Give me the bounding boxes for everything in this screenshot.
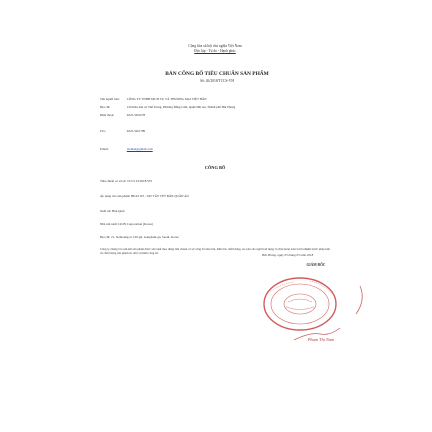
national-slogan: Độc lập - Tự do - Hạnh phúc [194, 49, 236, 53]
standard-number: Tiêu chuẩn cơ sở số: TCCS 23:2018/VH [100, 179, 152, 183]
signer-title: GIÁM ĐỐC [306, 263, 326, 267]
company-name-value: CÔNG TY TNHH DỊCH VỤ VÀ THƯƠNG MẠI VIỆT HÂN [126, 97, 207, 101]
document-title: BẢN CÔNG BỐ TIÊU CHUẨN SẢN PHẨM [165, 71, 269, 77]
company-fax-row [100, 129, 145, 133]
product-name: Áp dụng cho sản phẩm: BEAT OT - XỊT TẨY VẾT BẨN QUẦN ÁO [100, 194, 189, 198]
email-link[interactable]: viethan@gmail.com [126, 147, 153, 151]
national-header [150, 44, 280, 54]
manufacturer: Nhà sản xuất: LION Corporation (Korea) [100, 222, 153, 226]
section-title: CÔNG BỐ [204, 165, 226, 170]
origin: Xuất xứ: Hàn Quốc [100, 209, 126, 213]
document-number: Số: 26/2018/TCCS-VH [200, 79, 234, 83]
national-motto: Cộng hòa xã hội chủ nghĩa Việt Nam [188, 44, 242, 48]
company-name-label: Tên người bán: [100, 97, 120, 101]
phone-label: Điện thoại: [100, 113, 115, 117]
email-label: Email: [100, 147, 109, 151]
signer-name: Phạm Thị Nam [307, 337, 335, 342]
company-phone-row [100, 113, 145, 117]
signing-date: Hải Phòng, ngày 05 tháng 05 năm 2018 [262, 253, 314, 257]
company-email-row [100, 147, 153, 151]
fax-label: Fax: [100, 129, 106, 133]
address-label: Địa chỉ: [100, 105, 111, 109]
company-address-row [100, 105, 235, 109]
phone-value: 0225.3261678 [126, 113, 146, 117]
manufacturer-address: Địa chỉ: 21, Seolleung-ro 100-gil, Gangnam-gu, Seoul, Korea [100, 235, 179, 239]
commitment-paragraph: Công ty chúng tôi cam kết sản phẩm được sản xuất theo đúng tiêu chuẩn cơ sở công bố nêu trên, đảm bảo chất lượng, an toàn cho người sử dụng và chịu hoàn toàn trách nhiệm trước pháp luật về chất lượng sản phẩm do đơn vị mình công bố. [100, 247, 330, 255]
company-name-row [100, 97, 207, 101]
address-value: 129 Khu dân cư Thế Trung, Phường Đằng Lâm, Quận Hải An, Thành phố Hải Phòng [126, 105, 236, 109]
fax-value: 0225.3261789 [126, 129, 146, 133]
